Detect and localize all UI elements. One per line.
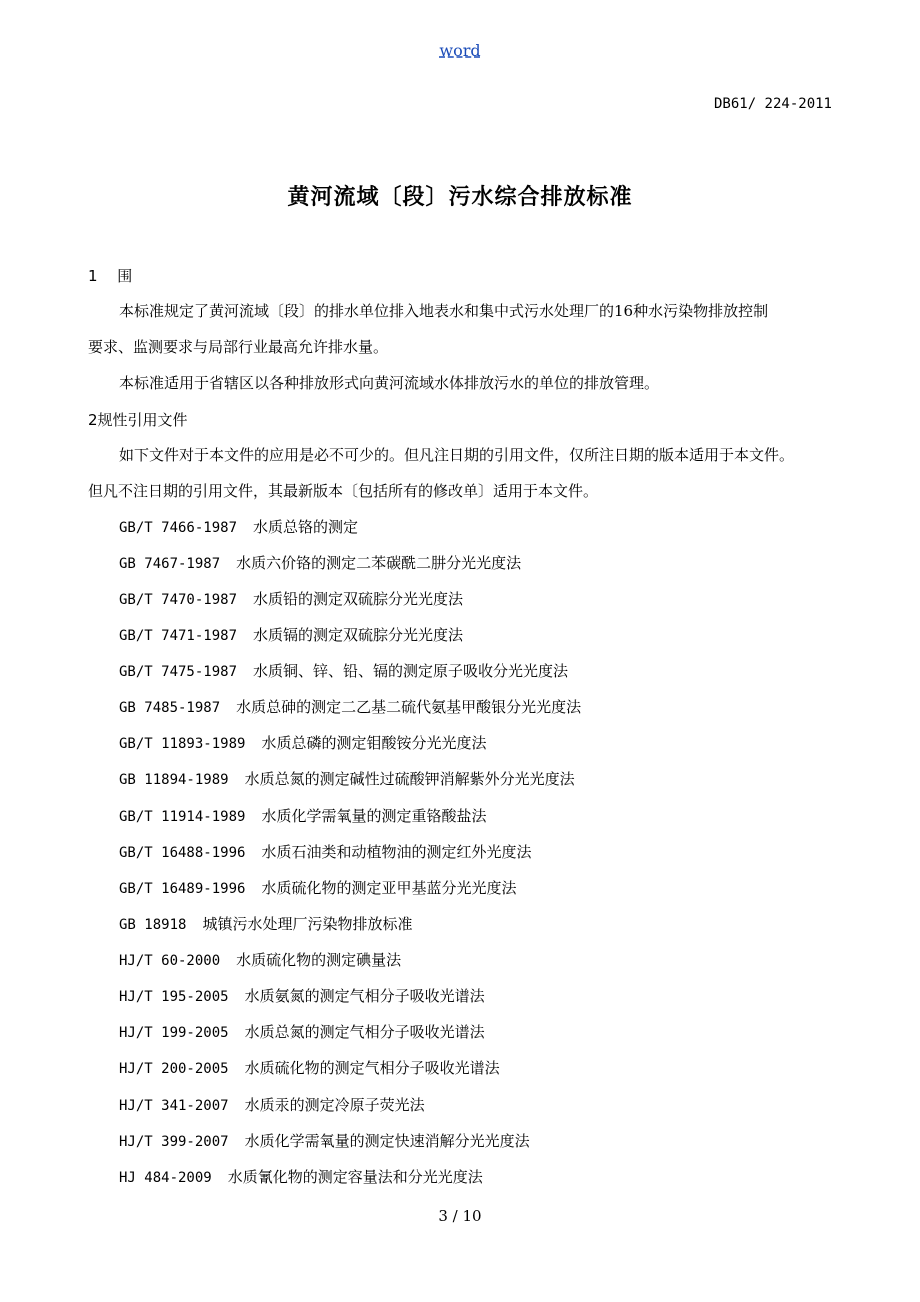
reference-code: HJ/T 195-2005: [119, 989, 229, 1005]
reference-title: 水质镉的测定双硫腙分光光度法: [253, 626, 464, 644]
reference-title: 水质总铬的测定: [253, 518, 359, 536]
reference-item: [119, 1057, 500, 1080]
section-1-paragraph-1-line-2: 要求、监测要求与局部行业最高允许排水量。: [88, 338, 389, 356]
reference-item: [119, 1166, 483, 1189]
reference-item: [119, 588, 463, 611]
reference-code: HJ/T 200-2005: [119, 1061, 229, 1077]
page-title: 黄河流域〔段〕污水综合排放标准: [287, 185, 633, 210]
header-word-link[interactable]: word: [439, 41, 481, 60]
reference-code: GB/T 16488-1996: [119, 845, 246, 861]
reference-title: 水质汞的测定冷原子荧光法: [244, 1096, 425, 1114]
reference-item: [119, 624, 463, 647]
reference-item: [119, 516, 358, 539]
reference-code: HJ/T 341-2007: [119, 1098, 229, 1114]
reference-code: GB/T 7470-1987: [119, 592, 238, 608]
reference-code: HJ/T 199-2005: [119, 1025, 229, 1041]
reference-code: GB/T 7471-1987: [119, 628, 238, 644]
reference-title: 水质硫化物的测定亚甲基蓝分光光度法: [261, 879, 517, 897]
reference-title: 城镇污水处理厂污染物排放标准: [202, 915, 413, 933]
reference-item: [119, 696, 581, 719]
reference-code: GB/T 11893-1989: [119, 736, 246, 752]
document-code: DB61/ 224-2011: [713, 96, 832, 112]
reference-title: 水质总氮的测定碱性过硫酸钾消解紫外分光光度法: [244, 770, 575, 788]
reference-code: HJ/T 399-2007: [119, 1134, 229, 1150]
reference-title: 水质石油类和动植物油的测定红外光度法: [261, 843, 532, 861]
reference-code: GB/T 11914-1989: [119, 809, 246, 825]
reference-code: HJ/T 60-2000: [119, 953, 221, 969]
reference-title: 水质铜、锌、铅、镉的测定原子吸收分光光度法: [253, 662, 569, 680]
section-2-paragraph-line-2: 但凡不注日期的引用文件，其最新版本〔包括所有的修改单〕适用于本文件。: [88, 482, 599, 500]
reference-code: GB 18918: [119, 917, 187, 933]
page-number: 3 / 10: [438, 1207, 482, 1225]
section-1-paragraph-2: 本标准适用于省辖区以各种排放形式向黄河流域水体排放污水的单位的排放管理。: [119, 374, 660, 392]
section-1-heading: 1 围: [88, 267, 133, 285]
section-2-heading: 2规性引用文件: [88, 411, 188, 429]
reference-code: GB 7485-1987: [119, 700, 221, 716]
reference-item: [119, 1021, 485, 1044]
reference-code: HJ 484-2009: [119, 1170, 212, 1186]
reference-item: [119, 805, 486, 828]
reference-item: [119, 841, 531, 864]
reference-item: [119, 1094, 425, 1117]
reference-item: [119, 660, 568, 683]
reference-title: 水质化学需氧量的测定重铬酸盐法: [261, 807, 487, 825]
reference-title: 水质氰化物的测定容量法和分光光度法: [227, 1168, 483, 1186]
reference-item: [119, 1130, 530, 1153]
reference-title: 水质总磷的测定钼酸铵分光光度法: [261, 734, 487, 752]
section-2-paragraph-line-1: 如下文件对于本文件的应用是必不可少的。但凡注日期的引用文件，仅所注日期的版本适用于本文件。: [119, 446, 795, 464]
reference-item: [119, 552, 521, 575]
reference-item: [119, 732, 486, 755]
section-1-paragraph-1-line-1: 本标准规定了黄河流域〔段〕的排水单位排入地表水和集中式污水处理厂的16种水污染物排放控制: [119, 302, 769, 320]
reference-item: [119, 768, 575, 791]
reference-code: GB/T 7475-1987: [119, 664, 238, 680]
reference-title: 水质氨氮的测定气相分子吸收光谱法: [244, 987, 485, 1005]
reference-title: 水质铅的测定双硫腙分光光度法: [253, 590, 464, 608]
reference-code: GB 11894-1989: [119, 772, 229, 788]
reference-title: 水质化学需氧量的测定快速消解分光光度法: [244, 1132, 530, 1150]
reference-title: 水质总砷的测定二乙基二硫代氨基甲酸银分光光度法: [236, 698, 582, 716]
reference-item: [119, 913, 412, 936]
reference-title: 水质硫化物的测定气相分子吸收光谱法: [244, 1059, 500, 1077]
reference-title: 水质六价铬的测定二苯碳酰二肼分光光度法: [236, 554, 522, 572]
reference-item: [119, 877, 516, 900]
reference-title: 水质总氮的测定气相分子吸收光谱法: [244, 1023, 485, 1041]
reference-item: [119, 949, 401, 972]
reference-code: GB/T 7466-1987: [119, 520, 238, 536]
reference-code: GB 7467-1987: [119, 556, 221, 572]
reference-code: GB/T 16489-1996: [119, 881, 246, 897]
reference-item: [119, 985, 485, 1008]
reference-title: 水质硫化物的测定碘量法: [236, 951, 402, 969]
